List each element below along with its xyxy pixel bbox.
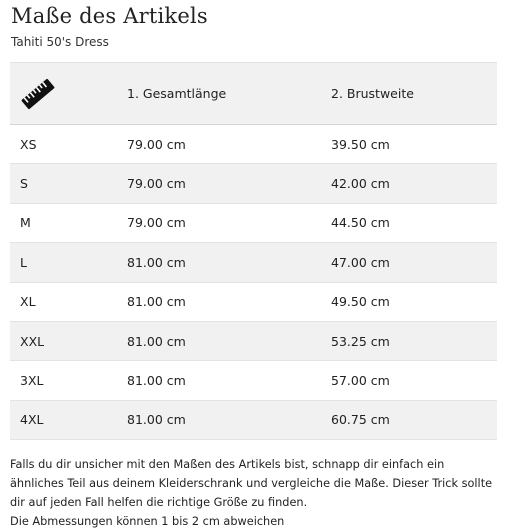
size-cell: 3XL: [10, 361, 127, 400]
size-cell: 4XL: [10, 400, 127, 439]
length-cell: 79.00 cm: [127, 125, 331, 164]
table-row: [10, 243, 497, 282]
size-note: [10, 455, 500, 530]
chest-cell: 44.50 cm: [331, 203, 497, 242]
chest-cell: 47.00 cm: [331, 243, 497, 282]
deviation-text: Die Abmessungen können 1 bis 2 cm abweichen: [10, 515, 285, 528]
length-cell: 81.00 cm: [127, 321, 331, 360]
chest-cell: 57.00 cm: [331, 361, 497, 400]
size-cell: L: [10, 243, 127, 282]
table-row: [10, 203, 497, 242]
length-cell: 81.00 cm: [127, 400, 331, 439]
size-cell: XL: [10, 282, 127, 321]
table-row: [10, 164, 497, 203]
length-cell: 81.00 cm: [127, 361, 331, 400]
table-row: [10, 361, 497, 400]
table-row: [10, 125, 497, 164]
size-cell: XS: [10, 125, 127, 164]
size-cell: M: [10, 203, 127, 242]
product-name: Tahiti 50's Dress: [11, 35, 109, 49]
length-cell: 79.00 cm: [127, 164, 331, 203]
header-row: [10, 63, 497, 125]
size-table-body: [10, 125, 497, 440]
table-row: [10, 282, 497, 321]
icon-header-cell: [10, 63, 127, 125]
column-header-length: 1. Gesamtlänge: [127, 63, 331, 125]
length-cell: 81.00 cm: [127, 282, 331, 321]
chest-cell: 42.00 cm: [331, 164, 497, 203]
ruler-icon: [20, 76, 56, 115]
chest-cell: 60.75 cm: [331, 400, 497, 439]
length-cell: 81.00 cm: [127, 243, 331, 282]
page-title: Maße des Artikels: [11, 4, 208, 28]
chest-cell: 53.25 cm: [331, 321, 497, 360]
length-cell: 79.00 cm: [127, 203, 331, 242]
chest-cell: 49.50 cm: [331, 282, 497, 321]
size-tip-text: Falls du dir unsicher mit den Maßen des Artikels bist, schnapp dir einfach ein ähnliches Teil aus deinem Kleiderschrank und vergleiche die Maße. Dieser Trick sollte dir auf jeden Fall helfen die richtige Größe zu finden.: [10, 458, 493, 509]
size-table-header: [10, 63, 497, 125]
chest-cell: 39.50 cm: [331, 125, 497, 164]
table-row: [10, 321, 497, 360]
size-cell: S: [10, 164, 127, 203]
column-header-chest: 2. Brustweite: [331, 63, 497, 125]
size-table: [10, 62, 497, 440]
table-row: [10, 400, 497, 439]
size-cell: XXL: [10, 321, 127, 360]
